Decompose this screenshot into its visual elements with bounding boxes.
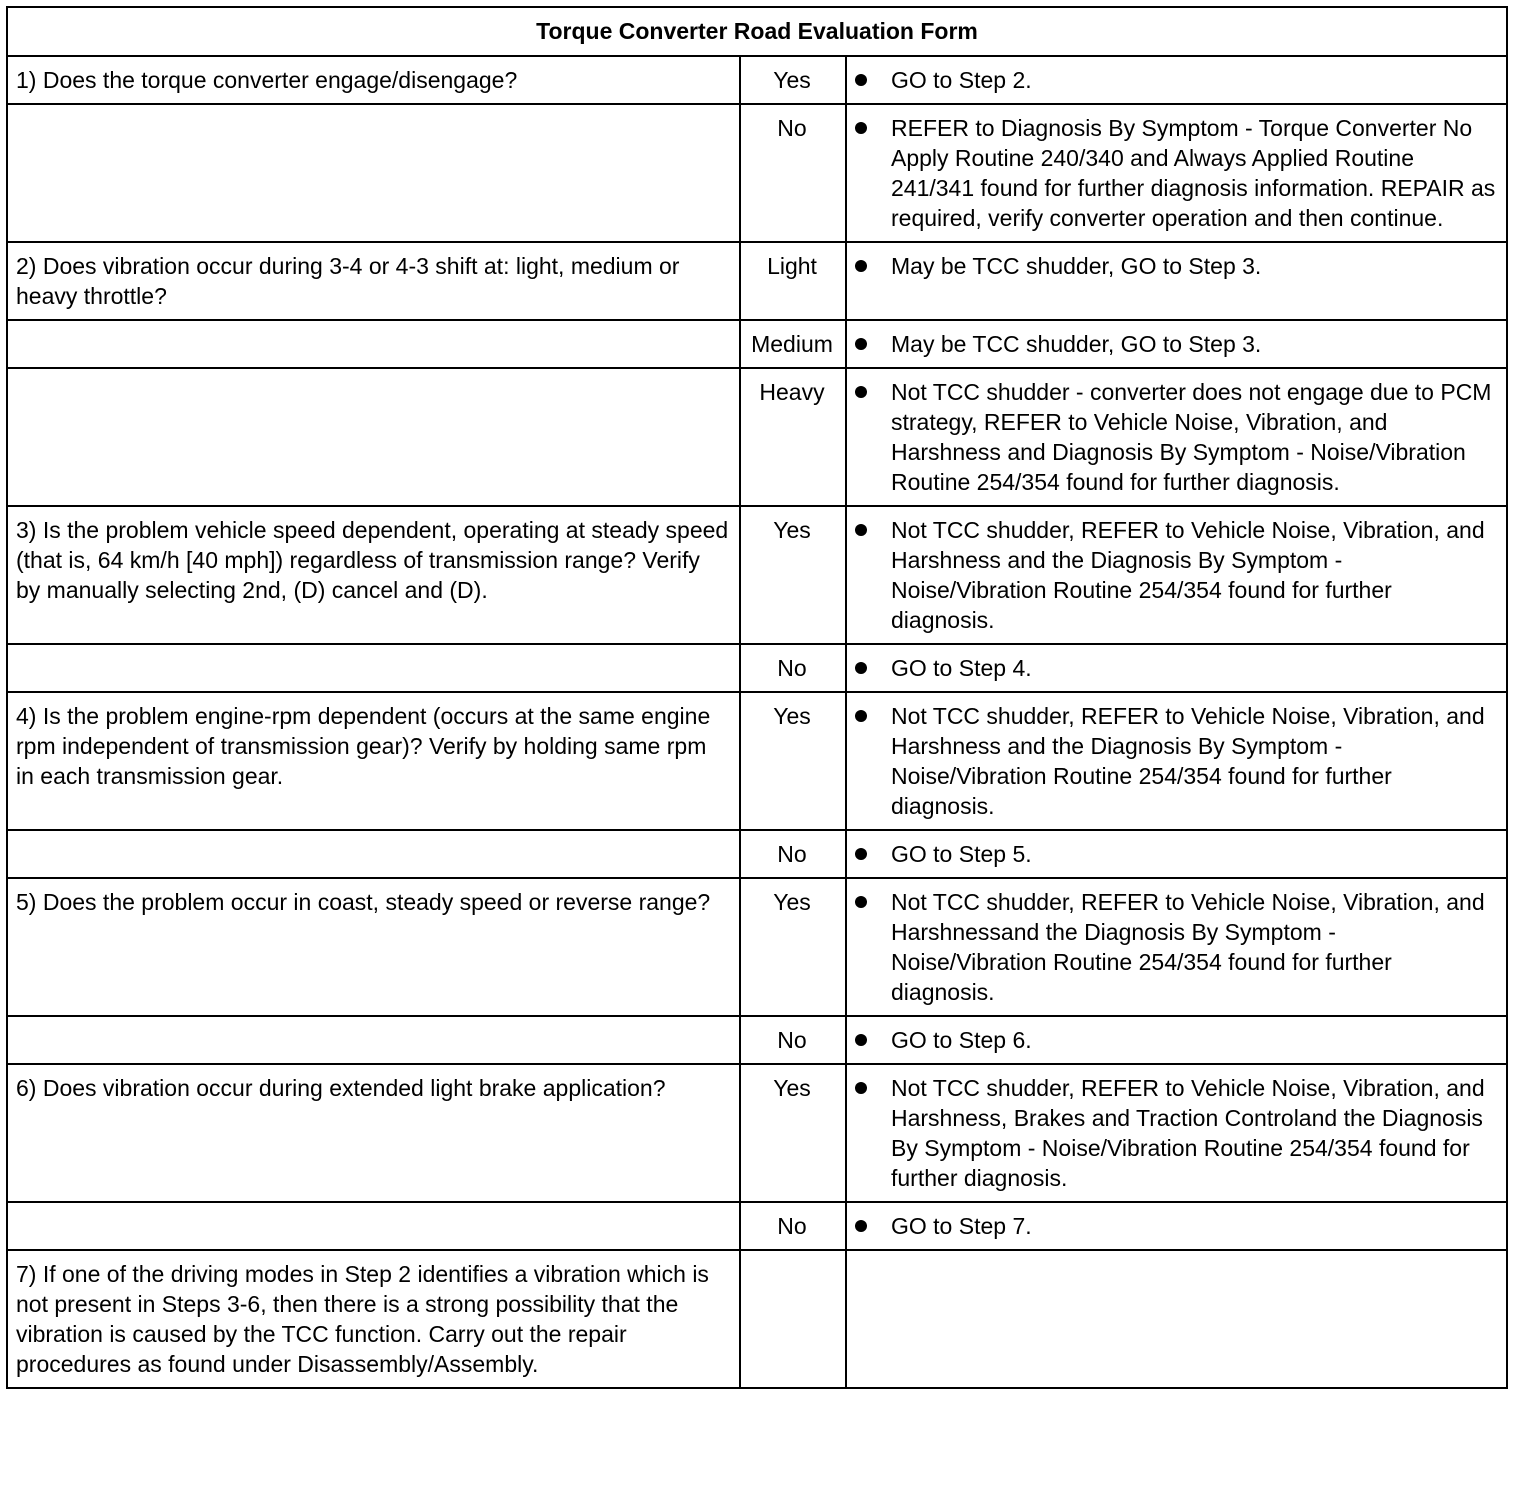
table-row <box>7 242 1507 320</box>
result-cell <box>846 242 1507 320</box>
table-row <box>7 320 1507 368</box>
bullet-icon <box>855 260 867 272</box>
question-text: 7) If one of the driving modes in Step 2 identifies a vibration which is not present in Steps 3-6, then there is a strong possibility that the vibration is caused by the TCC function. Carry out the repair procedures as found under Disassembly/Assembly. <box>16 1261 709 1377</box>
result-text: Not TCC shudder, REFER to Vehicle Noise, Vibration, and Harshness and the Diagnosis By Symptom - Noise/Vibration Routine 254/354 found for further diagnosis. <box>891 517 1485 633</box>
table-row <box>7 506 1507 644</box>
result-item <box>855 329 1496 359</box>
question-text: 2) Does vibration occur during 3-4 or 4-3 shift at: light, medium or heavy throttle? <box>16 253 680 309</box>
table-row <box>7 1064 1507 1202</box>
question-cell <box>7 692 740 830</box>
bullet-icon <box>855 662 867 674</box>
result-item <box>855 251 1496 281</box>
answer-cell: Yes <box>740 692 846 830</box>
result-text: Not TCC shudder, REFER to Vehicle Noise, Vibration, and Harshness and the Diagnosis By Symptom - Noise/Vibration Routine 254/354 found for further diagnosis. <box>891 703 1485 819</box>
question-cell <box>7 1202 740 1250</box>
result-text: GO to Step 5. <box>891 841 1032 867</box>
form-title-row <box>7 7 1507 56</box>
question-cell <box>7 320 740 368</box>
result-item <box>855 887 1496 1007</box>
table-row <box>7 1202 1507 1250</box>
result-item <box>855 65 1496 95</box>
table-row <box>7 692 1507 830</box>
result-cell <box>846 56 1507 104</box>
question-cell <box>7 1250 740 1388</box>
result-cell <box>846 368 1507 506</box>
result-cell <box>846 830 1507 878</box>
result-text: Not TCC shudder, REFER to Vehicle Noise, Vibration, and Harshness, Brakes and Traction Controland the Diagnosis By Symptom - Noise/Vibration Routine 254/354 found for further diagnosis. <box>891 1075 1485 1191</box>
result-text: Not TCC shudder - converter does not engage due to PCM strategy, REFER to Vehicle Noise, Vibration, and Harshness and Diagnosis By Symptom - Noise/Vibration Routine 254/354 found for further diagnosis. <box>891 379 1492 495</box>
question-text: 3) Is the problem vehicle speed dependent, operating at steady speed (that is, 64 km/h [40 mph]) regardless of transmission range? Verify by manually selecting 2nd, (D) cancel and (D). <box>16 517 729 603</box>
answer-cell: Yes <box>740 56 846 104</box>
table-row <box>7 1250 1507 1388</box>
question-cell <box>7 56 740 104</box>
evaluation-form-table <box>6 6 1508 1389</box>
question-cell <box>7 1016 740 1064</box>
result-text: GO to Step 6. <box>891 1027 1032 1053</box>
bullet-icon <box>855 896 867 908</box>
result-cell <box>846 1064 1507 1202</box>
result-cell <box>846 320 1507 368</box>
result-cell <box>846 1250 1507 1388</box>
answer-cell: Heavy <box>740 368 846 506</box>
question-cell <box>7 1064 740 1202</box>
result-text: Not TCC shudder, REFER to Vehicle Noise, Vibration, and Harshnessand the Diagnosis By Symptom - Noise/Vibration Routine 254/354 found for further diagnosis. <box>891 889 1485 1005</box>
question-text: 5) Does the problem occur in coast, steady speed or reverse range? <box>16 889 711 915</box>
result-cell <box>846 1016 1507 1064</box>
bullet-icon <box>855 1220 867 1232</box>
table-row <box>7 878 1507 1016</box>
result-item <box>855 1073 1496 1193</box>
result-cell <box>846 1202 1507 1250</box>
question-cell <box>7 104 740 242</box>
question-cell <box>7 242 740 320</box>
bullet-icon <box>855 122 867 134</box>
answer-cell: Medium <box>740 320 846 368</box>
result-item <box>855 515 1496 635</box>
result-cell <box>846 692 1507 830</box>
answer-cell: Light <box>740 242 846 320</box>
bullet-icon <box>855 710 867 722</box>
result-cell <box>846 878 1507 1016</box>
answer-cell: No <box>740 830 846 878</box>
result-item <box>855 113 1496 233</box>
question-cell <box>7 506 740 644</box>
answer-cell: No <box>740 104 846 242</box>
bullet-icon <box>855 74 867 86</box>
answer-cell: No <box>740 1016 846 1064</box>
answer-cell: Yes <box>740 506 846 644</box>
answer-cell: Yes <box>740 878 846 1016</box>
bullet-icon <box>855 1082 867 1094</box>
result-item <box>855 1025 1496 1055</box>
result-text: REFER to Diagnosis By Symptom - Torque Converter No Apply Routine 240/340 and Always Applied Routine 241/341 found for further diagnosis information. REPAIR as required, verify converter operation and then continue. <box>891 115 1496 231</box>
result-item <box>855 1211 1496 1241</box>
question-text: 4) Is the problem engine-rpm dependent (occurs at the same engine rpm independent of transmission gear)? Verify by holding same rpm in each transmission gear. <box>16 703 711 789</box>
question-cell <box>7 878 740 1016</box>
result-cell <box>846 506 1507 644</box>
answer-cell: No <box>740 644 846 692</box>
bullet-icon <box>855 848 867 860</box>
result-item <box>855 377 1496 497</box>
table-row <box>7 644 1507 692</box>
bullet-icon <box>855 338 867 350</box>
form-title: Torque Converter Road Evaluation Form <box>7 7 1507 56</box>
table-row <box>7 368 1507 506</box>
table-row <box>7 1016 1507 1064</box>
question-cell <box>7 644 740 692</box>
bullet-icon <box>855 386 867 398</box>
question-text: 6) Does vibration occur during extended light brake application? <box>16 1075 666 1101</box>
table-row <box>7 830 1507 878</box>
question-text: 1) Does the torque converter engage/disengage? <box>16 67 518 93</box>
result-text: GO to Step 4. <box>891 655 1032 681</box>
result-text: GO to Step 2. <box>891 67 1032 93</box>
result-text: GO to Step 7. <box>891 1213 1032 1239</box>
table-row <box>7 104 1507 242</box>
result-cell <box>846 644 1507 692</box>
question-cell <box>7 368 740 506</box>
answer-cell: No <box>740 1202 846 1250</box>
result-cell <box>846 104 1507 242</box>
bullet-icon <box>855 524 867 536</box>
result-item <box>855 653 1496 683</box>
bullet-icon <box>855 1034 867 1046</box>
question-cell <box>7 830 740 878</box>
answer-cell: Yes <box>740 1064 846 1202</box>
result-text: May be TCC shudder, GO to Step 3. <box>891 331 1262 357</box>
form-body <box>7 56 1507 1388</box>
table-row <box>7 56 1507 104</box>
result-item <box>855 839 1496 869</box>
result-text: May be TCC shudder, GO to Step 3. <box>891 253 1262 279</box>
result-item <box>855 701 1496 821</box>
answer-cell <box>740 1250 846 1388</box>
